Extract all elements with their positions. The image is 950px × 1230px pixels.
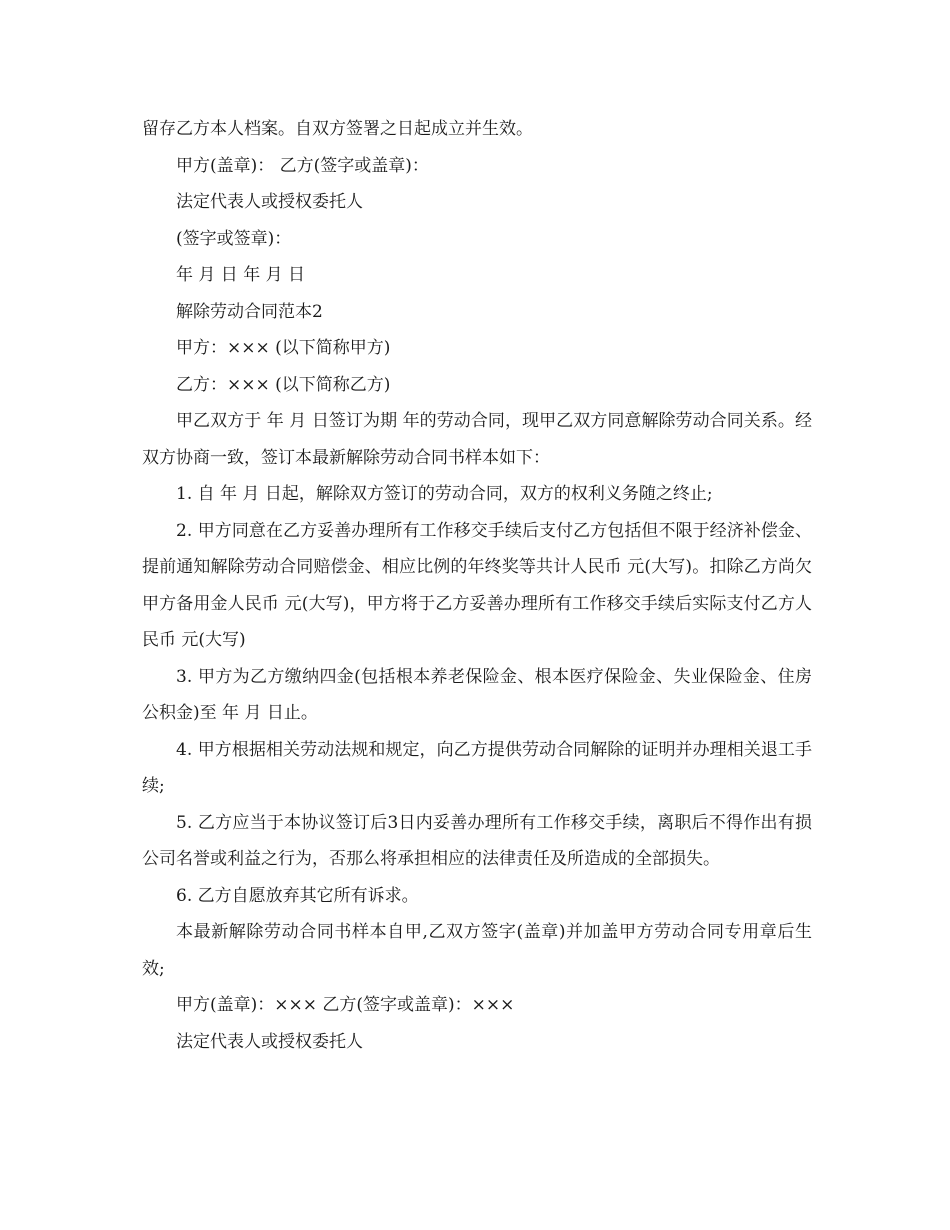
paragraph-archive-clause: 留存乙方本人档案。自双方签署之日起成立并生效。 [142, 119, 533, 139]
paragraph-legal-representative: 法定代表人或授权委托人 [176, 192, 363, 212]
paragraph-legal-representative-2: 法定代表人或授权委托人 [176, 1031, 363, 1052]
section-title: 解除劳动合同范本2 [176, 301, 323, 322]
document-body [142, 111, 812, 1060]
paragraph-date-line: 年 月 日 年 月 日 [176, 265, 306, 285]
paragraph-effective: 本最新解除劳动合同书样本自甲,乙双方签字(盖章)并加盖甲方劳动合同专用章后生效; [142, 922, 812, 979]
paragraph-intro: 甲乙双方于 年 月 日签订为期 年的劳动合同，现甲乙双方同意解除劳动合同关系。经双方协商一致，签订本最新解除劳动合同书样本如下： [142, 411, 812, 468]
paragraph-signature-parties: 甲方(盖章)： 乙方(签字或盖章)： [176, 155, 429, 176]
paragraph-signature-note: (签字或签章)： [176, 228, 292, 249]
clause-5: 5. 乙方应当于本协议签订后3日内妥善办理所有工作移交手续，离职后不得作出有损公司名誉或利益之行为，否那么将承担相应的法律责任及所造成的全部损失。 [142, 812, 812, 869]
clause-4: 4. 甲方根据相关劳动法规和规定，向乙方提供劳动合同解除的证明并办理相关退工手续; [142, 739, 812, 796]
clause-3: 3. 甲方为乙方缴纳四金(包括根本养老保险金、根本医疗保险金、失业保险金、住房公积金)至 年 月 日止。 [142, 666, 812, 723]
clause-2: 2. 甲方同意在乙方妥善办理所有工作移交手续后支付乙方包括但不限于经济补偿金、提前通知解除劳动合同赔偿金、相应比例的年终奖等共计人民币 元(大写)。扣除乙方尚欠甲方备用金人民币 元(大写)，甲方将于乙方妥善办理所有工作移交手续后实际支付乙方人民币 元(大写) [142, 520, 812, 650]
clause-1: 1. 自 年 月 日起，解除双方签订的劳动合同，双方的权利义务随之终止; [176, 484, 713, 504]
paragraph-signature-parties-2: 甲方(盖章)：××× 乙方(签字或盖章)：××× [176, 995, 515, 1015]
clause-6: 6. 乙方自愿放弃其它所有诉求。 [176, 885, 419, 906]
paragraph-party-b: 乙方：××× (以下简称乙方) [176, 374, 391, 395]
paragraph-party-a: 甲方：××× (以下简称甲方) [176, 338, 391, 358]
